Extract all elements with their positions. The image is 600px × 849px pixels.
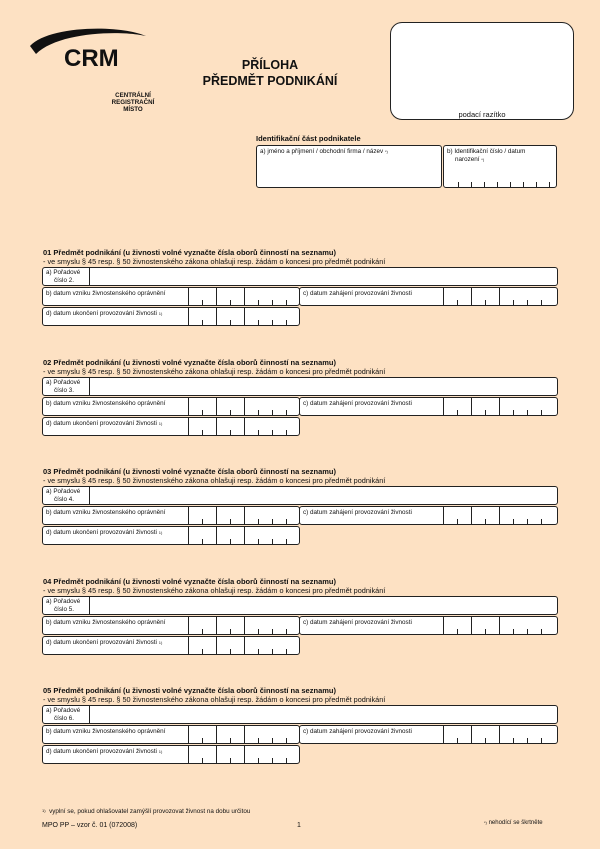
page-title-line2: PŘEDMĚT PODNIKÁNÍ [202, 74, 338, 88]
end-date-field[interactable] [42, 417, 300, 436]
start-date-ticks [188, 617, 298, 634]
order-number-divider [89, 487, 90, 504]
start-date-label: b) datum vzniku živnostenského oprávnění [46, 619, 166, 626]
end-date-ticks [188, 637, 298, 654]
operation-start-label: c) datum zahájení provozování živnosti [303, 619, 412, 626]
section-subheading: - ve smyslu § 45 resp. § 50 živnostenského zákona ohlašuji resp. žádám o koncesi pro předmět podnikání [43, 476, 386, 485]
order-number-divider [89, 378, 90, 395]
operation-start-field[interactable] [299, 397, 558, 416]
start-date-ticks [188, 507, 298, 524]
order-number-divider [89, 597, 90, 614]
start-date-label: b) datum vzniku živnostenského oprávnění [46, 728, 166, 735]
crm-logo-mark: CRM [64, 45, 119, 72]
order-number-label: a) Pořadové číslo 3. [46, 379, 81, 394]
start-date-ticks [188, 288, 298, 305]
business-subject-section-4 [40, 577, 560, 669]
start-date-label: b) datum vzniku živnostenského oprávnění [46, 509, 166, 516]
identification-heading: Identifikační část podnikatele [256, 134, 361, 143]
end-date-ticks [188, 418, 298, 435]
order-number-label: a) Pořadové číslo 4. [46, 488, 81, 503]
operation-start-ticks [443, 617, 555, 634]
form-code: MPO PP – vzor č. 01 (072008) [42, 822, 138, 829]
order-number-field[interactable] [42, 377, 558, 396]
stamp-box[interactable] [390, 22, 574, 120]
start-date-label: b) datum vzniku živnostenského oprávnění [46, 400, 166, 407]
strike-note [484, 820, 543, 826]
section-heading: 03 Předmět podnikání (u živnosti volné vyznačte čísla oborů činností na seznamu) [43, 467, 336, 476]
business-subject-section-1 [40, 248, 560, 340]
section-heading: 05 Předmět podnikání (u živnosti volné vyznačte čísla oborů činností na seznamu) [43, 686, 336, 695]
strike-note-sup: *) [484, 820, 487, 825]
id-number-label: b) Identifikační číslo / datum narození *) [447, 148, 526, 163]
start-date-field[interactable] [42, 397, 300, 416]
order-number-field[interactable] [42, 486, 558, 505]
end-date-ticks [188, 746, 298, 763]
strike-note-text: nehodící se škrtněte [488, 820, 543, 826]
operation-start-field[interactable] [299, 725, 558, 744]
footnote-sup: 1) [42, 808, 46, 813]
end-date-ticks [188, 308, 298, 325]
end-date-field[interactable] [42, 636, 300, 655]
order-number-field[interactable] [42, 705, 558, 724]
operation-start-field[interactable] [299, 287, 558, 306]
id-number-field[interactable] [443, 145, 557, 188]
business-subject-section-3 [40, 467, 560, 559]
footnote [42, 808, 250, 815]
order-number-label: a) Pořadové číslo 2. [46, 269, 81, 284]
operation-start-ticks [443, 288, 555, 305]
operation-start-label: c) datum zahájení provozování živnosti [303, 290, 412, 297]
order-number-divider [89, 268, 90, 285]
page-number: 1 [297, 822, 301, 829]
end-date-label: d) datum ukončení provozování živnosti $^{1)}$ [46, 748, 163, 755]
order-number-field[interactable] [42, 596, 558, 615]
end-date-ticks [188, 527, 298, 544]
operation-start-label: c) datum zahájení provozování živnosti [303, 509, 412, 516]
section-subheading: - ve smyslu § 45 resp. § 50 živnostenského zákona ohlašuji resp. žádám o koncesi pro předmět podnikání [43, 257, 386, 266]
crm-logo-swoosh-icon [28, 24, 148, 94]
order-number-field[interactable] [42, 267, 558, 286]
start-date-field[interactable] [42, 506, 300, 525]
name-field[interactable] [256, 145, 442, 188]
logo-caption-line2: REGISTRAČNÍ MÍSTO [111, 99, 155, 113]
section-heading: 01 Předmět podnikání (u živnosti volné vyznačte čísla oborů činností na seznamu) [43, 248, 336, 257]
page-title-line1: PŘÍLOHA [241, 58, 299, 72]
operation-start-label: c) datum zahájení provozování živnosti [303, 728, 412, 735]
section-subheading: - ve smyslu § 45 resp. § 50 živnostenského zákona ohlašuji resp. žádám o koncesi pro předmět podnikání [43, 586, 386, 595]
end-date-label: d) datum ukončení provozování živnosti $^{1)}$ [46, 529, 163, 536]
end-date-field[interactable] [42, 745, 300, 764]
section-subheading: - ve smyslu § 45 resp. § 50 živnostenského zákona ohlašuji resp. žádám o koncesi pro předmět podnikání [43, 695, 386, 704]
name-field-label: a) jméno a příjmení / obchodní firma / název *) [260, 148, 388, 155]
end-date-label: d) datum ukončení provozování živnosti $^{1)}$ [46, 310, 163, 317]
crm-logo [28, 24, 155, 113]
start-date-field[interactable] [42, 616, 300, 635]
id-number-ticks [458, 146, 558, 187]
operation-start-ticks [443, 726, 555, 743]
logo-caption-line1: CENTRÁLNÍ [115, 92, 151, 99]
logo-caption [102, 92, 164, 113]
operation-start-label: c) datum zahájení provozování živnosti [303, 400, 412, 407]
order-number-label: a) Pořadové číslo 5. [46, 598, 81, 613]
name-field-sup: *) [384, 149, 388, 154]
start-date-ticks [188, 398, 298, 415]
operation-start-ticks [443, 398, 555, 415]
section-heading: 04 Předmět podnikání (u živnosti volné vyznačte čísla oborů činností na seznamu) [43, 577, 336, 586]
page-title [190, 57, 350, 89]
start-date-label: b) datum vzniku živnostenského oprávnění [46, 290, 166, 297]
start-date-field[interactable] [42, 287, 300, 306]
end-date-label: d) datum ukončení provozování živnosti $^{1)}$ [46, 420, 163, 427]
section-heading: 02 Předmět podnikání (u živnosti volné vyznačte čísla oborů činností na seznamu) [43, 358, 336, 367]
order-number-divider [89, 706, 90, 723]
end-date-field[interactable] [42, 307, 300, 326]
operation-start-field[interactable] [299, 506, 558, 525]
footnote-text: vyplní se, pokud ohlašovatel zamýšlí provozovat živnost na dobu určitou [49, 808, 251, 815]
business-subject-section-5 [40, 686, 560, 778]
end-date-label: d) datum ukončení provozování živnosti $^{1)}$ [46, 639, 163, 646]
operation-start-ticks [443, 507, 555, 524]
order-number-label: a) Pořadové číslo 6. [46, 707, 81, 722]
operation-start-field[interactable] [299, 616, 558, 635]
end-date-field[interactable] [42, 526, 300, 545]
section-subheading: - ve smyslu § 45 resp. § 50 živnostenského zákona ohlašuji resp. žádám o koncesi pro předmět podnikání [43, 367, 386, 376]
start-date-ticks [188, 726, 298, 743]
stamp-label: podací razítko [458, 110, 506, 119]
business-subject-section-2 [40, 358, 560, 450]
start-date-field[interactable] [42, 725, 300, 744]
